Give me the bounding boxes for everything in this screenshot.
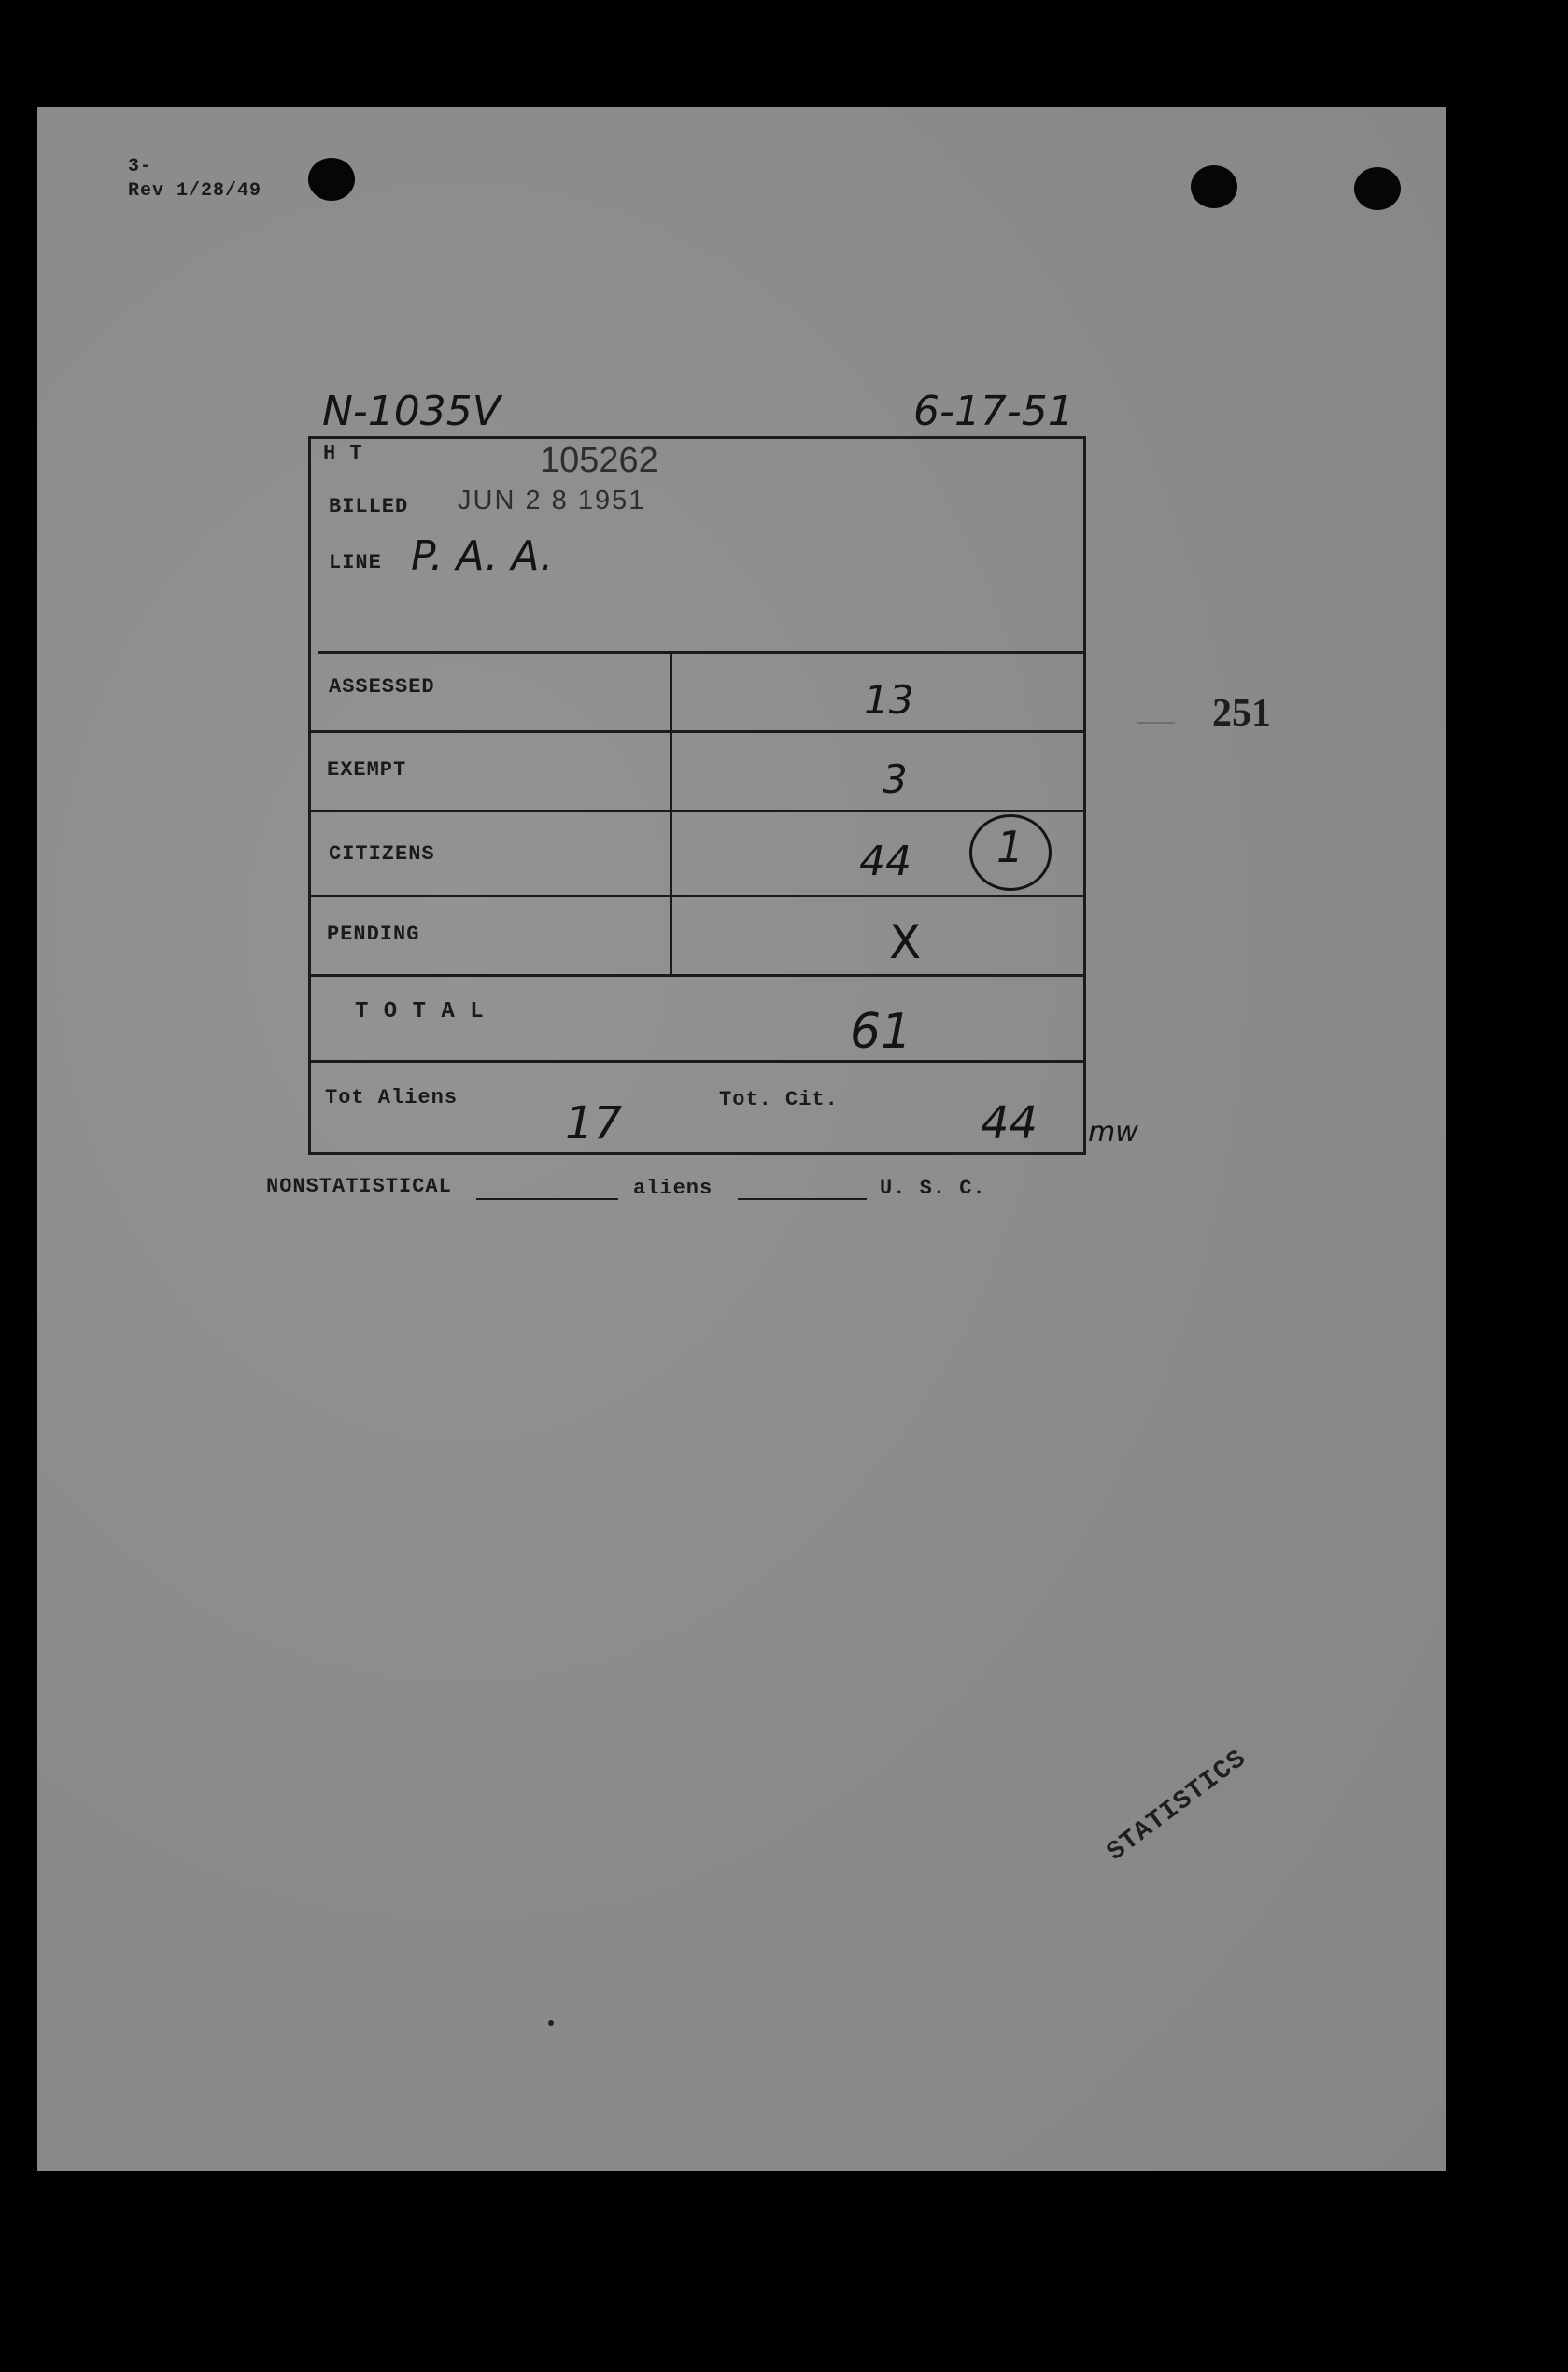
ht-label: H T	[323, 442, 363, 465]
pending-value: X	[889, 915, 922, 969]
form-code-line1: 3-	[128, 156, 153, 177]
ht-number-stamp: 105262	[540, 441, 658, 480]
aliens-blank	[738, 1176, 867, 1200]
total-label: T O T A L	[355, 999, 485, 1024]
billed-date-stamp: JUN 2 8 1951	[458, 486, 646, 515]
line-label: LINE	[329, 551, 382, 574]
tot-cit-value: 44	[981, 1097, 1038, 1150]
document-sheet	[37, 107, 1446, 2171]
citizens-value: 44	[859, 838, 911, 885]
faint-mark	[1137, 722, 1175, 724]
citizens-circled-value: 1	[996, 822, 1024, 872]
assessed-value: 13	[864, 677, 914, 723]
nonstatistical-label: NONSTATISTICAL	[266, 1175, 452, 1198]
pending-label: PENDING	[327, 923, 420, 946]
page-number-stamp: 251	[1212, 692, 1271, 735]
form-code-line2: Rev 1/28/49	[128, 180, 262, 202]
line-value: P. A. A.	[411, 532, 554, 580]
header-date: 6-17-51	[913, 388, 1074, 435]
usc-label: U. S. C.	[880, 1177, 986, 1200]
billed-label: BILLED	[329, 495, 409, 518]
statistics-stamp: STATISTICS	[1102, 1744, 1252, 1868]
file-number: N-1035V	[322, 388, 501, 435]
total-value: 61	[850, 1004, 912, 1060]
tot-aliens-label: Tot Aliens	[325, 1086, 459, 1109]
punch-hole-icon	[1354, 167, 1401, 210]
exempt-value: 3	[883, 756, 908, 802]
exempt-label: EXEMPT	[327, 758, 407, 782]
assessed-label: ASSESSED	[329, 675, 435, 699]
aliens-label: aliens	[633, 1177, 713, 1200]
tot-cit-label: Tot. Cit.	[719, 1088, 839, 1111]
citizens-label: CITIZENS	[329, 842, 435, 866]
nonstatistical-blank	[476, 1176, 618, 1200]
initials: mw	[1088, 1116, 1138, 1149]
punch-hole-icon	[308, 158, 355, 201]
punch-hole-icon	[1191, 165, 1237, 208]
speck	[548, 2020, 554, 2026]
tot-aliens-value: 17	[565, 1097, 623, 1150]
